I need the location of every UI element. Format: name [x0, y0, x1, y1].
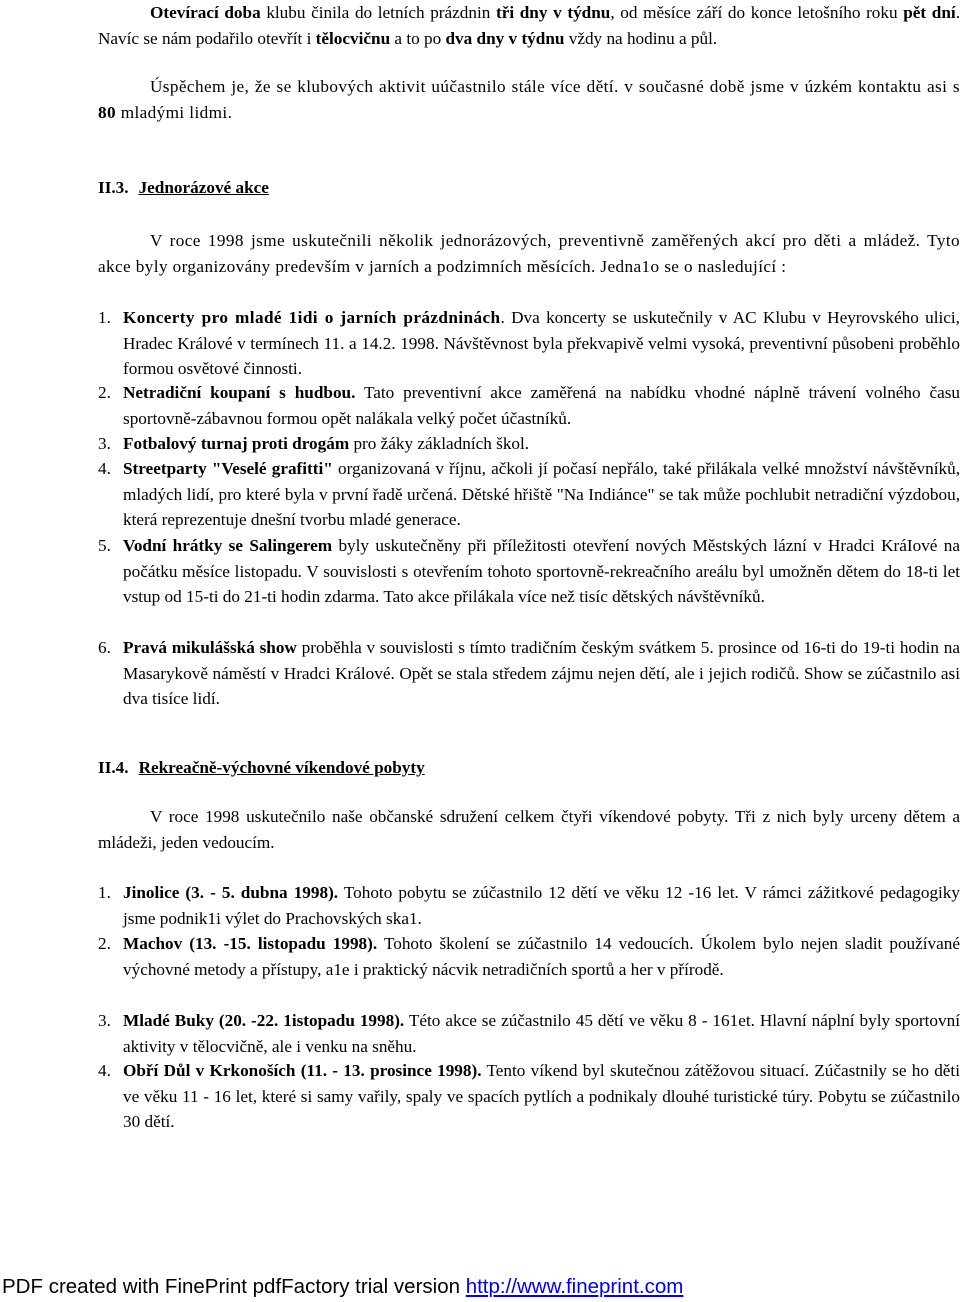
event-item-4: [98, 456, 960, 533]
stay-item-2: [98, 931, 960, 982]
opening-hours-phrase: Otevírací doba: [150, 3, 261, 22]
item-text: proběhla v souvislosti s tímto tradičním českým svátkem 5. prosince od 16-ti do 19-ti hodin na Masarykově náměstí v Hradci Králové. Opět se stala středem zájmu nejen dětí, ale i jejich rodičů. Show se zúčastnilo asi dva tisíce lidí.: [123, 638, 960, 708]
item-number: 2.: [98, 934, 111, 953]
item-text: Tato preventivní akce zaměřená na nabídku vhodné náplně trávení volného času sportovně-zábavnou formou opět nalákala velký počet účastníků.: [123, 383, 960, 428]
text-run: a to po: [390, 28, 446, 48]
section-heading-2-4: [98, 755, 425, 781]
text-run: , od měsíce září do konce letošního roku: [610, 3, 904, 22]
item-text: pro žáky základních škol.: [349, 434, 530, 453]
item-title: Machov (13. -15. listopadu 1998).: [123, 934, 378, 953]
item-text: Tento víkend byl skutečnou zátěžovou situací. Zúčastnily se ho děti ve věku 11 - 16 let, které si samy vařily, spaly ve spacích pytlích a podnikaly dlouhé turistické túry. Pobytu se zúčastnilo 30 dětí.: [123, 1061, 960, 1131]
event-item-5: [98, 533, 960, 610]
item-number: 1.: [98, 308, 111, 327]
bold-run: pět dní: [903, 3, 956, 22]
success-paragraph: [98, 74, 960, 125]
item-text: Této akce se zúčastnilo 45 dětí ve věku 8 - 161et. Hlavní náplní byly sportovní aktivity v tělocvičně, ale i venku na sněhu.: [123, 1011, 960, 1056]
text-run: klubu činila do letních prázdnin: [260, 3, 496, 22]
section-number: II.4.: [98, 758, 129, 777]
bold-run: tělocvičnu: [315, 28, 391, 48]
stay-item-1: [98, 880, 960, 931]
section-2-4-intro: V roce 1998 uskutečnilo naše občanské sdružení celkem čtyři víkendové pobyty. Tři z nich byly urceny dětem a mládeži, jeden vedoucím.: [98, 807, 960, 852]
item-number: 4.: [98, 459, 111, 478]
event-item-6: [98, 635, 960, 712]
section-title: Rekreačně-výchovné víkendové pobyty: [138, 758, 425, 777]
pdf-footer: [2, 1274, 683, 1300]
item-number: 4.: [98, 1061, 111, 1080]
item-text: . Dva koncerty se uskutečnily v AC Klubu v Heyrovského ulici, Hradec Králové v termínech 11. a 14.2. 1998. Návštěvnost byla překvapivě velmi vysoká, preventivní působeni proběhlo formou osvětové činnosti.: [123, 308, 960, 378]
item-title: Obří Důl v Krkonoších (11. - 13. prosince 1998).: [123, 1061, 482, 1080]
fineprint-link[interactable]: http://www.fineprint.com: [465, 1275, 684, 1298]
item-title: Jinolice (3. - 5. dubna 1998).: [123, 883, 339, 902]
text-run: vždy na hodinu a půl.: [564, 28, 718, 48]
stay-item-3: [98, 1008, 960, 1059]
stay-item-4: [98, 1058, 960, 1135]
item-number: 5.: [98, 536, 111, 555]
item-text: organizovaná v říjnu, ačkoli jí počasí nepřálo, také přilákala velké množství návštěvníků, mladých lidí, pro které byla v první řadě určená. Dětské hřiště "Na Indiánce" se tak může pochlubit netradiční výzdobou, která reprezentuje dnešní tvorbu mladé generace.: [123, 459, 960, 529]
item-title: Vodní hrátky se Salingerem: [123, 536, 333, 555]
bold-run: 80: [98, 102, 116, 122]
event-item-1: [98, 305, 960, 382]
item-title: Netradiční koupaní s hudbou.: [123, 383, 356, 402]
item-title: Streetparty "Veselé grafitti": [123, 459, 333, 478]
item-number: 3.: [98, 1011, 111, 1030]
event-item-2: [98, 380, 960, 431]
item-title: Pravá mikulášská show: [123, 638, 297, 657]
item-number: 3.: [98, 434, 111, 453]
item-number: 2.: [98, 383, 111, 402]
section-title: Jednorázové akce: [138, 178, 269, 197]
text-run: . Navíc se nám podařilo otevřít i: [98, 3, 960, 48]
bold-run: tři dny v týdnu: [495, 3, 611, 22]
event-item-3: [98, 431, 960, 457]
item-text: Tohoto školení se zúčastnilo 14 vedoucích. Úkolem bylo nejen sladit používané výchovné metody a přístupy, a1e i praktický nácvik netradičních sportů a her v přírodě.: [123, 934, 960, 979]
footer-text: PDF created with FinePrint pdfFactory trial version: [2, 1275, 466, 1298]
item-number: 1.: [98, 883, 111, 902]
item-number: 6.: [98, 638, 111, 657]
section-heading-2-3: [98, 175, 269, 201]
item-title: Mladé Buky (20. -22. 1istopadu 1998).: [123, 1011, 405, 1030]
item-title: Koncerty pro mladé 1idi o jarních prázdninách: [123, 308, 501, 327]
item-text: byly uskutečněny při příležitosti otevření nových Městských lázní v Hradci KráIové na počátku měsíce listopadu. V souvislosti s otevřením tohoto sportovně-rekreačního areálu byl umožněn dětem do 18-ti let vstup od 15-ti do 21-ti hodin zdarma. Tato akce přilákala více než tisíc dětských návštěvníků.: [123, 536, 960, 606]
item-text: Tohoto pobytu se zúčastnilo 12 dětí ve věku 12 -16 let. V rámci zážitkové pedagogiky jsme podnik1i výlet do Prachovských ska1.: [123, 883, 960, 928]
text-run: mladými lidmi.: [116, 102, 233, 122]
section-number: II.3.: [98, 178, 129, 197]
text-run: Úspěchem je, že se klubových aktivit uúčastnilo stále více dětí. v současné době jsme v úzkém kontaktu asi s: [150, 77, 960, 96]
opening-paragraph: [98, 0, 960, 51]
bold-run: dva dny v týdnu: [445, 28, 565, 48]
item-title: Fotbalový turnaj proti drogám: [123, 434, 350, 453]
section-2-3-intro: V roce 1998 jsme uskutečnili několik jednorázových, preventivně zaměřených akcí pro děti a mládež. Tyto akce byly organizovány predevším v jarních a podzimních měsících. Jedna1o se o nasledující :: [98, 231, 960, 276]
